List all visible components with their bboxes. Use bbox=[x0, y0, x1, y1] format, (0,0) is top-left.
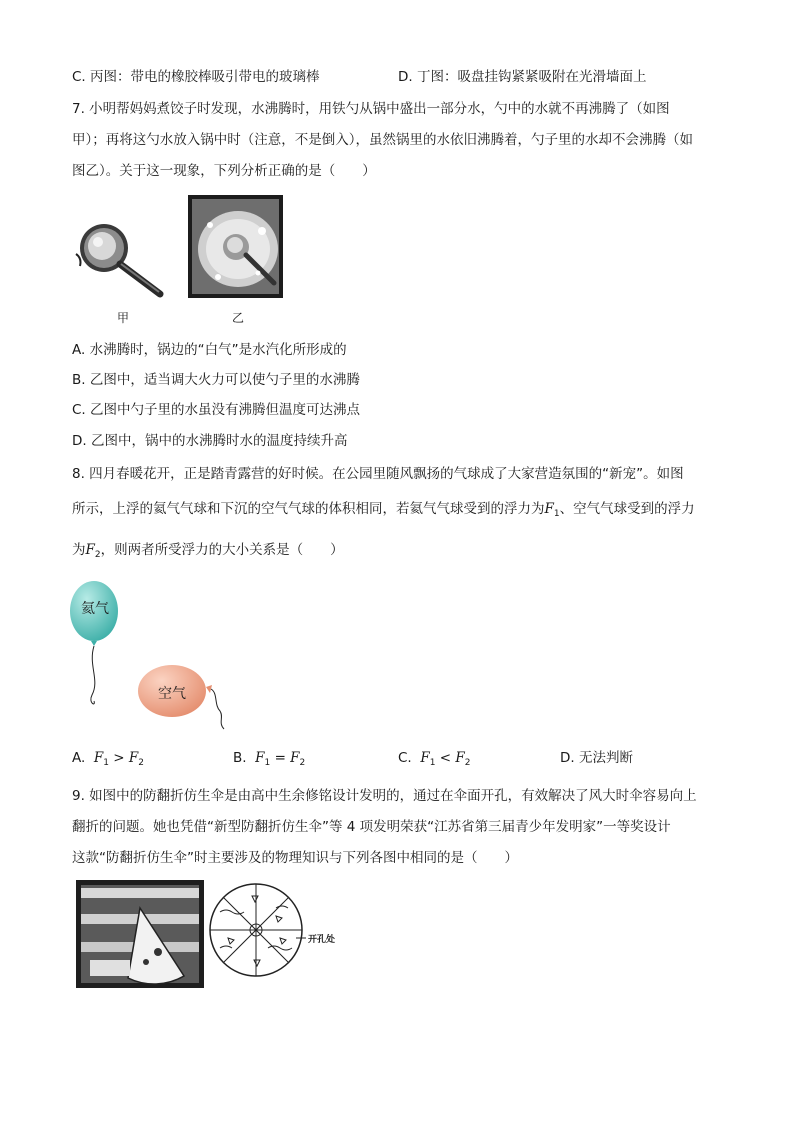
q7-option-b: B. 乙图中，适当调大火力可以使勺子里的水沸腾 bbox=[72, 372, 360, 388]
q8-option-c: C. $F_1 < F_2$ bbox=[398, 750, 471, 768]
q7-stem-line-2: 甲）；再将这勺水放入锅中时（注意，不是倒入），虽然锅里的水依旧沸腾着，勺子里的水却不会沸腾（如 bbox=[72, 132, 693, 148]
air-balloon-string bbox=[211, 689, 224, 729]
air-balloon-label: 空气 bbox=[158, 686, 186, 702]
q6-option-d: D. 丁图：吸盘挂钩紧紧吸附在光滑墙面上 bbox=[398, 69, 647, 85]
q7-option-c: C. 乙图中勺子里的水虽没有沸腾但温度可达沸点 bbox=[72, 402, 361, 418]
q7-stem-line-1: 7. 小明帮妈妈煮饺子时发现，水沸腾时，用铁勺从锅中盛出一部分水，勺中的水就不再沸腾了（如图 bbox=[72, 101, 670, 117]
q9-hole-label: 开孔处 bbox=[308, 935, 336, 945]
q7-option-a: A. 水沸腾时，锅边的“白气”是水汽化所形成的 bbox=[72, 342, 347, 358]
q7-option-d: D. 乙图中，锅中的水沸腾时水的温度持续升高 bbox=[72, 433, 348, 449]
q8-option-d: D. 无法判断 bbox=[560, 750, 633, 766]
q9-figure-umbrella-diagram bbox=[206, 880, 306, 980]
helium-balloon-label: 氦气 bbox=[81, 601, 109, 617]
q9-stem-line-2: 翻折的问题。她也凭借“新型防翻折仿生伞”等 4 项发明荣获“江苏省第三届青少年发明家”一等奖设计 bbox=[72, 819, 671, 835]
q7-stem-line-3: 图乙）。关于这一现象，下列分析正确的是（ ） bbox=[72, 163, 376, 179]
helium-balloon-string bbox=[91, 646, 95, 704]
q7-figure-spoon bbox=[74, 214, 164, 300]
q7-figure-label-b: 乙 bbox=[232, 311, 245, 325]
q8-stem-line-1: 8. 四月春暖花开，正是踏青露营的好时候。在公园里随风飘扬的气球成了大家营造氛围的“新宠”。如图 bbox=[72, 466, 684, 482]
q7-figure-label-a: 甲 bbox=[117, 311, 130, 325]
q8-stem-line-2: 所示，上浮的氦气气球和下沉的空气气球的体积相同，若氦气气球受到的浮力为$F_1$、空气气球受到的浮力 bbox=[72, 501, 695, 519]
q7-figure-pot bbox=[188, 195, 283, 298]
q8-option-a: A. $F_1 > F_2$ bbox=[72, 750, 145, 768]
q9-stem-line-1: 9. 如图中的防翻折仿生伞是由高中生余修铭设计发明的，通过在伞面开孔，有效解决了风大时伞容易向上 bbox=[72, 788, 697, 804]
q9-figure-umbrella-photo bbox=[76, 880, 204, 988]
q8-option-b: B. $F_1 = F_2$ bbox=[233, 750, 306, 768]
q6-option-c: C. 丙图：带电的橡胶棒吸引带电的玻璃棒 bbox=[72, 69, 320, 85]
q8-stem-line-3: 为$F_2$，则两者所受浮力的大小关系是（ ） bbox=[72, 542, 344, 560]
q9-stem-line-3: 这款“防翻折仿生伞”时主要涉及的物理知识与下列各图中相同的是（ ） bbox=[72, 850, 518, 866]
